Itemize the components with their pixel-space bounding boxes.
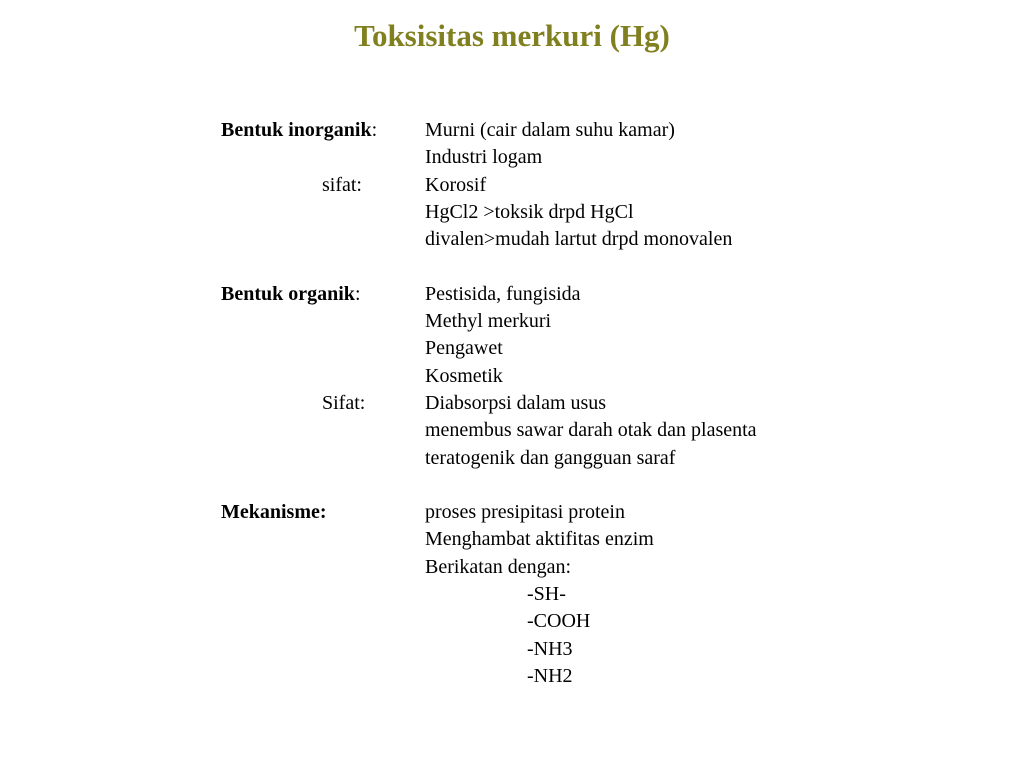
organic-property: teratogenik dan gangguan saraf [425, 446, 676, 469]
organic-form: Pengawet [425, 337, 503, 360]
binding-group: -COOH [527, 610, 591, 633]
inorganic-property-label: sifat: [322, 173, 362, 196]
organic-label: Bentuk organik: [221, 282, 361, 305]
inorganic-property: Korosif [425, 173, 487, 196]
mechanism-item: proses presipitasi protein [425, 501, 625, 524]
inorganic-label: Bentuk inorganik: [221, 119, 378, 141]
inorganic-property: divalen>mudah lartut drpd monovalen [425, 228, 733, 251]
mechanism-item: Berikatan dengan: [425, 555, 572, 578]
binding-group: -NH2 [527, 664, 573, 687]
organic-property: menembus sawar darah otak dan plasenta [425, 419, 757, 442]
mechanism-item: Menghambat aktifitas enzim [425, 528, 654, 551]
slide-title: Toksisitas merkuri (Hg) [354, 18, 670, 53]
organic-form: Pestisida, fungisida [425, 282, 581, 305]
organic-property-label: Sifat: [322, 391, 366, 414]
inorganic-form: Industri logam [425, 146, 543, 169]
inorganic-form: Murni (cair dalam suhu kamar) [425, 119, 675, 141]
organic-property: Diabsorpsi dalam usus [425, 391, 607, 414]
binding-group: -NH3 [527, 637, 573, 660]
organic-form: Kosmetik [425, 364, 503, 387]
mechanism-label: Mekanisme: [221, 501, 327, 524]
organic-form: Methyl merkuri [425, 310, 552, 333]
binding-group: -SH- [527, 583, 566, 606]
inorganic-property: HgCl2 >toksik drpd HgCl [425, 200, 634, 223]
